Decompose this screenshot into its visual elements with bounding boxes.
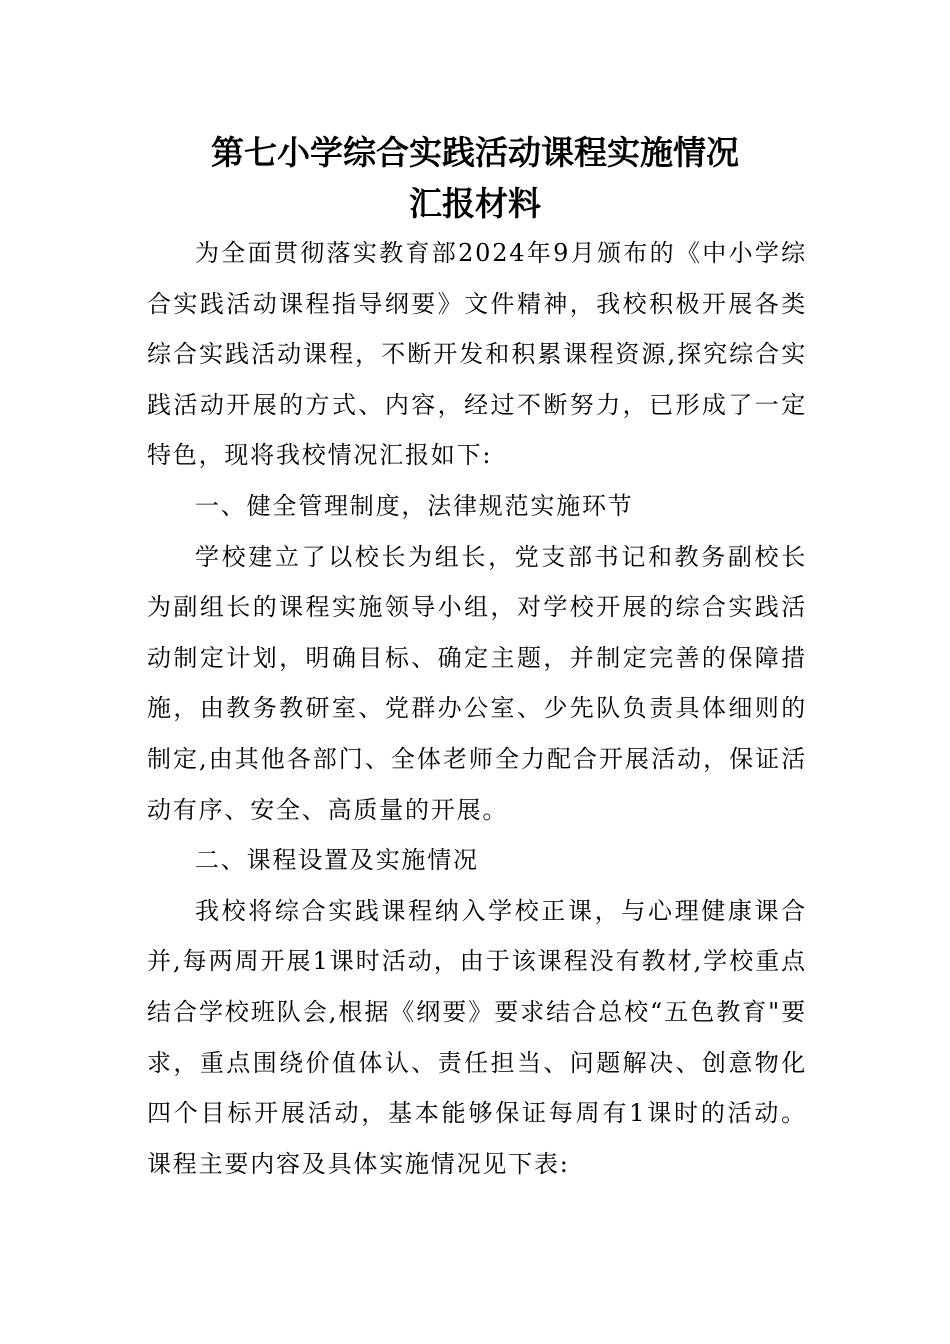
- section-heading-2: 二、课程设置及实施情况: [195, 846, 479, 875]
- section-heading-1: 一、健全管理制度，法律规范实施环节: [195, 491, 634, 520]
- document-body: [147, 228, 807, 1189]
- section-2-paragraph: 我校将综合实践课程纳入学校正课，与心理健康课合并,每两周开展1课时活动，由于该课程没有教材,学校重点结合学校班队会,根据《纲要》要求结合总校“五色教育"要求，重点围绕价值体认、责任担当、问题解决、创意物化四个目标开展活动，基本能够保证每周有1课时的活动。课程主要内容及具体实施情况见下表:: [147, 896, 807, 1178]
- intro-paragraph: 为全面贯彻落实教育部2024年9月颁布的《中小学综合实践活动课程指导纲要》文件精神，我校积极开展各类综合实践活动课程，不断开发和积累课程资源,探究综合实践活动开展的方式、内容，经过不断努力，已形成了一定特色，现将我校情况汇报如下:: [147, 239, 807, 470]
- section-1-paragraph: 学校建立了以校长为组长，党支部书记和教务副校长为副组长的课程实施领导小组，对学校开展的综合实践活动制定计划，明确目标、确定主题，并制定完善的保障措施，由教务教研室、党群办公室、少先队负责具体细则的制定,由其他各部门、全体老师全力配合开展活动，保证活动有序、安全、高质量的开展。: [147, 542, 807, 824]
- document-title-line-1: 第七小学综合实践活动课程实施情况: [211, 133, 739, 172]
- document-title-line-2: 汇报材料: [409, 184, 541, 223]
